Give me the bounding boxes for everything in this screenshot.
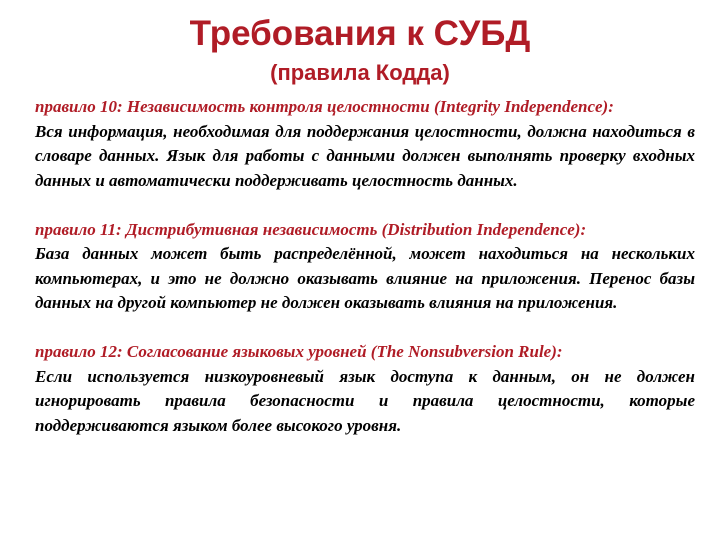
rule-body: База данных может быть распределённой, может находиться на нескольких компьютерах, и это не должно оказывать влияние на приложения. Перенос базы данных на другой компьютер не должен оказывать влияния на приложения. [35, 244, 695, 312]
rule-10 [35, 95, 695, 193]
rule-heading: правило 10: Независимость контроля целостности (Integrity Independence): [35, 97, 614, 116]
rule-body: Если используется низкоуровневый язык доступа к данным, он не должен игнорировать правила безопасности и правила целостности, которые поддерживаются языком более высокого уровня. [35, 366, 695, 435]
rule-heading: правило 11: Дистрибутивная независимость (Distribution Independence): [35, 219, 587, 239]
rule-body: Вся информация, необходимая для поддержания целостности, должна находиться в словаре данных. Язык для работы с данными должен выполнять проверку входных данных и автоматически поддерживать целостность данных. [35, 121, 695, 190]
slide-subtitle: (правила Кодда) [270, 60, 450, 85]
rules-list [35, 95, 695, 463]
rule-11 [35, 218, 695, 316]
rule-heading: правило 12: Согласование языковых уровней (The Nonsubversion Rule): [35, 342, 563, 361]
rule-12 [35, 340, 695, 438]
slide-title: Требования к СУБД [189, 14, 531, 53]
